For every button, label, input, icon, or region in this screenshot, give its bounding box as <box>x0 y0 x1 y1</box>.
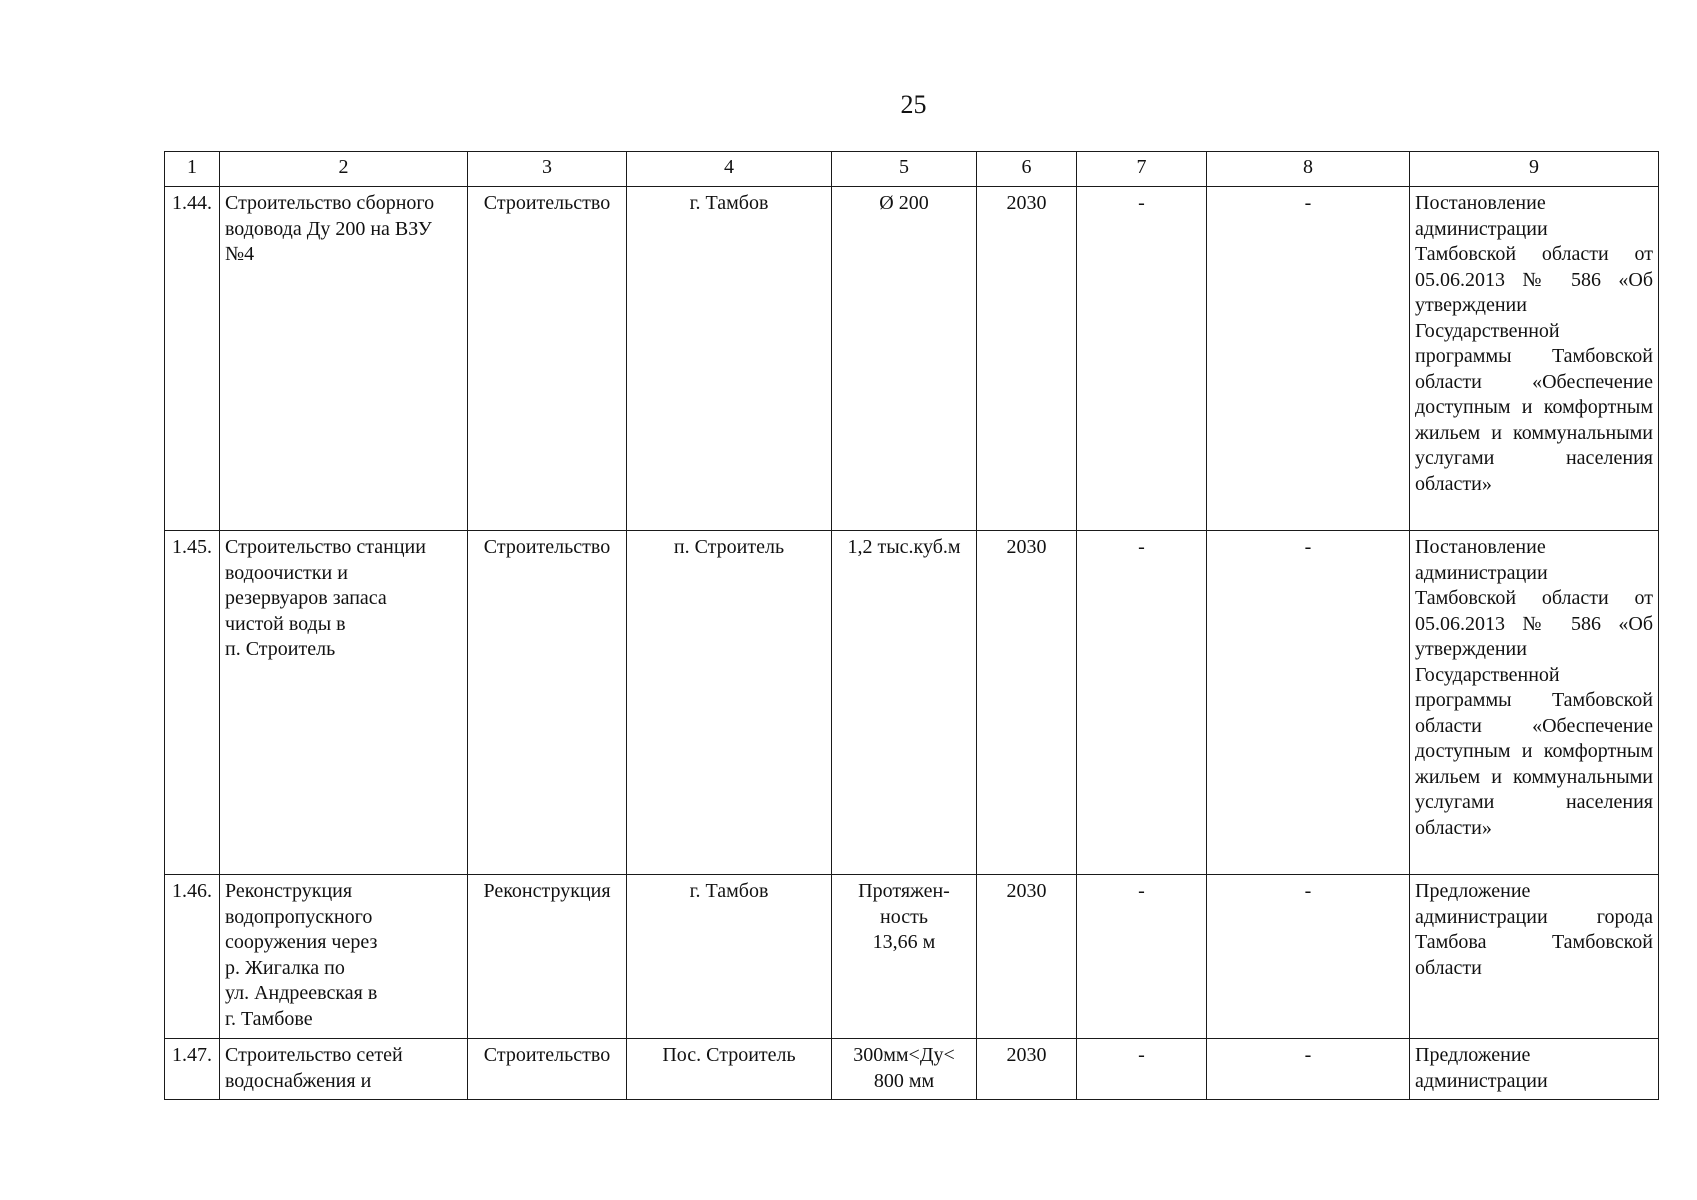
measure-year: 2030 <box>977 1039 1077 1100</box>
measure-basis: Предложение администрации города Тамбова Тамбовской области <box>1410 875 1659 1039</box>
column-header: 7 <box>1077 152 1207 187</box>
table-header-row <box>165 152 1659 187</box>
table-row <box>165 531 1659 875</box>
column-header: 1 <box>165 152 220 187</box>
measure-basis: Предложение администрации <box>1410 1039 1659 1100</box>
column-8-value: - <box>1207 875 1410 1039</box>
column-header: 2 <box>220 152 468 187</box>
measure-type: Строительство <box>468 1039 627 1100</box>
measure-location: г. Тамбов <box>627 875 832 1039</box>
measure-name: Строительство сетей водоснабжения и <box>220 1039 468 1100</box>
measure-type: Реконструкция <box>468 875 627 1039</box>
table-row <box>165 1039 1659 1100</box>
measure-type: Строительство <box>468 531 627 875</box>
measure-parameter: Ø 200 <box>832 187 977 531</box>
measure-basis: Постановление администрации Тамбовской области от 05.06.2013 № 586 «Об утверждении Государственной программы Тамбовской области «Обеспечение доступным и комфортным жильем и коммунальными услугами населения области» <box>1410 531 1659 875</box>
measure-parameter: 1,2 тыс.куб.м <box>832 531 977 875</box>
column-7-value: - <box>1077 1039 1207 1100</box>
column-header: 5 <box>832 152 977 187</box>
column-header: 6 <box>977 152 1077 187</box>
measure-name: Реконструкция водопропускного сооружения через р. Жигалка по ул. Андреевская в г. Тамбове <box>220 875 468 1039</box>
row-number: 1.45. <box>165 531 220 875</box>
measure-parameter: 300мм<Ду< 800 мм <box>832 1039 977 1100</box>
measure-name: Строительство станции водоочистки и резервуаров запаса чистой воды в п. Строитель <box>220 531 468 875</box>
measures-table <box>164 151 1659 1100</box>
column-header: 9 <box>1410 152 1659 187</box>
measure-basis: Постановление администрации Тамбовской области от 05.06.2013 № 586 «Об утверждении Государственной программы Тамбовской области «Обеспечение доступным и комфортным жильем и коммунальными услугами населения области» <box>1410 187 1659 531</box>
column-header: 4 <box>627 152 832 187</box>
column-7-value: - <box>1077 875 1207 1039</box>
table-row <box>165 875 1659 1039</box>
measure-year: 2030 <box>977 187 1077 531</box>
page-number: 25 <box>900 90 927 119</box>
column-7-value: - <box>1077 187 1207 531</box>
measure-type: Строительство <box>468 187 627 531</box>
column-8-value: - <box>1207 1039 1410 1100</box>
column-header: 3 <box>468 152 627 187</box>
row-number: 1.46. <box>165 875 220 1039</box>
table-row <box>165 187 1659 531</box>
measure-location: п. Строитель <box>627 531 832 875</box>
row-number: 1.47. <box>165 1039 220 1100</box>
column-8-value: - <box>1207 187 1410 531</box>
measure-year: 2030 <box>977 875 1077 1039</box>
column-8-value: - <box>1207 531 1410 875</box>
measure-name: Строительство сборного водовода Ду 200 на ВЗУ №4 <box>220 187 468 531</box>
measure-parameter: Протяжен- ность 13,66 м <box>832 875 977 1039</box>
column-7-value: - <box>1077 531 1207 875</box>
column-header: 8 <box>1207 152 1410 187</box>
measure-location: Пос. Строитель <box>627 1039 832 1100</box>
row-number: 1.44. <box>165 187 220 531</box>
measure-location: г. Тамбов <box>627 187 832 531</box>
measure-year: 2030 <box>977 531 1077 875</box>
